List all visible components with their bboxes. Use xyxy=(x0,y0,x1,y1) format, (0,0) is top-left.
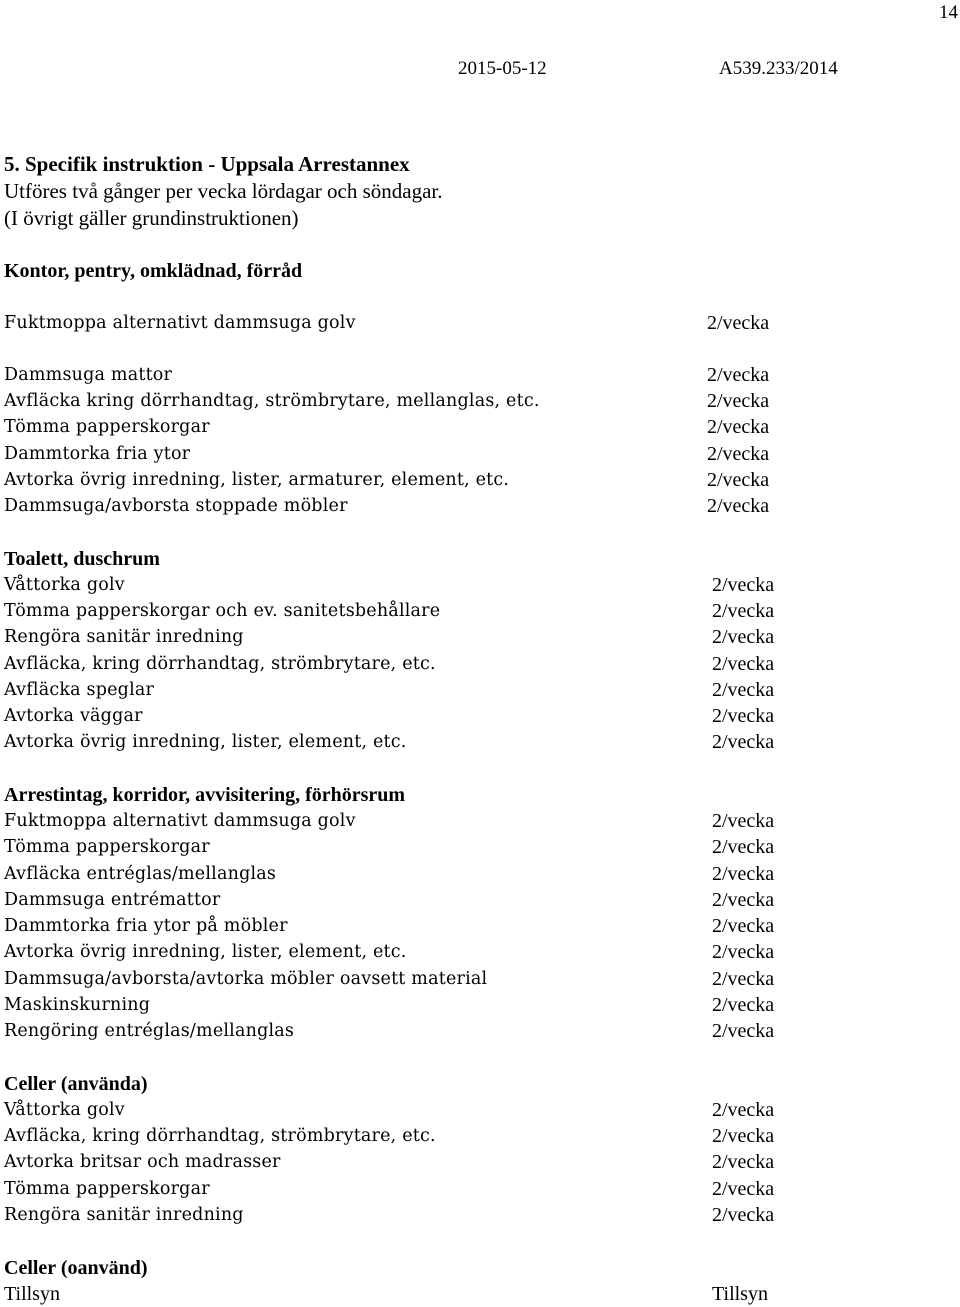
task-label: Avfläcka kring dörrhandtag, strömbrytare, mellanglas, etc. xyxy=(4,391,540,411)
task-label: Fuktmoppa alternativt dammsuga golv xyxy=(4,811,356,831)
task-frequency: 2/vecka xyxy=(712,836,775,858)
task-frequency: 2/vecka xyxy=(707,495,770,517)
task-frequency: 2/vecka xyxy=(707,364,770,386)
task-frequency: 2/vecka xyxy=(707,312,770,334)
task-frequency: 2/vecka xyxy=(712,1020,775,1042)
task-label: Dammsuga/avborsta stoppade möbler xyxy=(4,496,348,516)
task-row xyxy=(4,1097,804,1123)
task-frequency: 2/vecka xyxy=(707,416,770,438)
task-row xyxy=(4,1123,804,1149)
task-label: Avfläcka entréglas/mellanglas xyxy=(4,864,277,884)
task-row xyxy=(4,729,804,755)
task-row xyxy=(4,861,804,887)
task-row xyxy=(4,966,804,992)
header-reference: A539.233/2014 xyxy=(719,58,838,79)
task-label: Våttorka golv xyxy=(4,1100,125,1120)
task-frequency: 2/vecka xyxy=(712,731,775,753)
task-label: Tömma papperskorgar xyxy=(4,837,210,857)
task-frequency: 2/vecka xyxy=(712,1125,775,1147)
task-row xyxy=(4,1202,804,1228)
task-frequency: 2/vecka xyxy=(712,1178,775,1200)
task-frequency: 2/vecka xyxy=(712,968,775,990)
task-label: Tömma papperskorgar xyxy=(4,1179,210,1199)
task-row xyxy=(4,834,804,860)
task-row xyxy=(4,808,804,834)
task-label: Avfläcka, kring dörrhandtag, strömbrytare, etc. xyxy=(4,1126,436,1146)
task-row xyxy=(4,651,804,677)
task-row xyxy=(4,388,804,414)
task-label: Tömma papperskorgar och ev. sanitetsbehållare xyxy=(4,601,441,621)
section-heading: Celler (oanvänd) xyxy=(4,1257,148,1279)
task-row xyxy=(4,310,804,336)
task-label: Avfläcka speglar xyxy=(4,680,155,700)
intro-line: Utföres två gånger per vecka lördagar och söndagar. xyxy=(4,179,443,203)
task-row xyxy=(4,992,804,1018)
section-heading: Toalett, duschrum xyxy=(4,548,160,570)
task-frequency: 2/vecka xyxy=(712,705,775,727)
task-frequency: 2/vecka xyxy=(712,653,775,675)
task-label: Våttorka golv xyxy=(4,575,125,595)
task-label: Avtorka övrig inredning, lister, armaturer, element, etc. xyxy=(4,470,510,490)
task-frequency: 2/vecka xyxy=(712,889,775,911)
task-frequency: 2/vecka xyxy=(712,626,775,648)
task-label: Avtorka väggar xyxy=(4,706,143,726)
task-row xyxy=(4,1149,804,1175)
task-label: Dammtorka fria ytor på möbler xyxy=(4,916,288,936)
task-frequency: 2/vecka xyxy=(712,994,775,1016)
task-row xyxy=(4,414,804,440)
task-row xyxy=(4,1176,804,1202)
task-label: Avtorka britsar och madrasser xyxy=(4,1152,281,1172)
task-label: Rengöra sanitär inredning xyxy=(4,1205,244,1225)
task-row xyxy=(4,441,804,467)
task-frequency: 2/vecka xyxy=(712,810,775,832)
task-label: Maskinskurning xyxy=(4,995,151,1015)
task-label: Avfläcka, kring dörrhandtag, strömbrytare, etc. xyxy=(4,654,436,674)
task-label: Dammsuga entrémattor xyxy=(4,890,221,910)
task-frequency: 2/vecka xyxy=(712,574,775,596)
header-date: 2015-05-12 xyxy=(458,58,547,79)
task-row xyxy=(4,493,804,519)
task-frequency: 2/vecka xyxy=(712,1204,775,1226)
task-frequency: 2/vecka xyxy=(707,443,770,465)
intro-line: (I övrigt gäller grundinstruktionen) xyxy=(4,206,299,230)
task-label: Fuktmoppa alternativt dammsuga golv xyxy=(4,313,356,333)
task-row xyxy=(4,1281,804,1307)
task-row xyxy=(4,939,804,965)
task-label: Dammsuga mattor xyxy=(4,365,173,385)
task-label: Dammsuga/avborsta/avtorka möbler oavsett material xyxy=(4,969,488,989)
task-label: Rengöring entréglas/mellanglas xyxy=(4,1021,295,1041)
page-number: 14 xyxy=(939,2,958,23)
task-label: Dammtorka fria ytor xyxy=(4,444,191,464)
task-row xyxy=(4,572,804,598)
task-frequency: 2/vecka xyxy=(707,390,770,412)
task-frequency: 2/vecka xyxy=(712,915,775,937)
task-frequency: 2/vecka xyxy=(712,941,775,963)
task-row xyxy=(4,598,804,624)
task-row xyxy=(4,913,804,939)
page-title: 5. Specifik instruktion - Uppsala Arrestannex xyxy=(4,152,410,176)
task-row xyxy=(4,624,804,650)
task-frequency: 2/vecka xyxy=(712,679,775,701)
section-heading: Arrestintag, korridor, avvisitering, förhörsrum xyxy=(4,784,406,806)
task-label: Tillsyn xyxy=(4,1283,60,1305)
task-frequency: 2/vecka xyxy=(712,863,775,885)
task-label: Avtorka övrig inredning, lister, element, etc. xyxy=(4,732,407,752)
task-row xyxy=(4,887,804,913)
task-label: Tömma papperskorgar xyxy=(4,417,210,437)
task-frequency: 2/vecka xyxy=(712,1151,775,1173)
section-heading: Celler (använda) xyxy=(4,1073,148,1095)
task-row xyxy=(4,1018,804,1044)
task-label: Rengöra sanitär inredning xyxy=(4,627,244,647)
task-row xyxy=(4,703,804,729)
task-frequency: Tillsyn xyxy=(712,1283,768,1305)
task-frequency: 2/vecka xyxy=(707,469,770,491)
section-heading: Kontor, pentry, omklädnad, förråd xyxy=(4,260,303,282)
task-row xyxy=(4,467,804,493)
task-frequency: 2/vecka xyxy=(712,1099,775,1121)
task-frequency: 2/vecka xyxy=(712,600,775,622)
task-row xyxy=(4,677,804,703)
task-label: Avtorka övrig inredning, lister, element, etc. xyxy=(4,942,407,962)
task-row xyxy=(4,362,804,388)
